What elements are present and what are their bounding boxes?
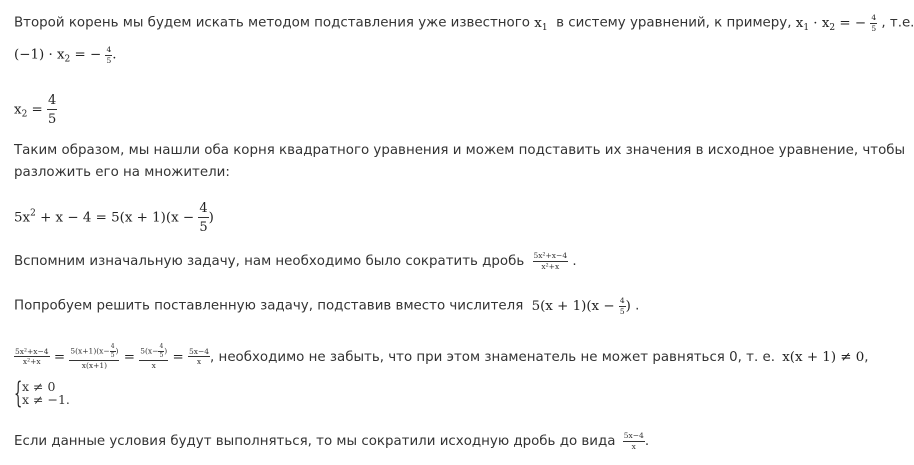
paragraph-text: , необходимо не забыть, что при этом знаменатель не может равняться 0, т. е.: [210, 349, 775, 365]
paragraph-second-root-intro: [14, 13, 914, 33]
paragraph-recall-task: Вспомним изначальную задачу, нам необходимо было сократить дробь $\frac{\text{5x²+x−4}}{\text{x²+x}}$ .: [14, 251, 577, 271]
conditions-system: { x ≠ 0 x ≠ −1.: [14, 376, 70, 410]
fraction-result: $\frac{5x-4}{x}$: [188, 346, 210, 367]
math-numerator-factored: 5(x + 1)(x − $\frac{4}{5}$ ): [531, 296, 631, 316]
equation-fraction-chain: $\frac{\text{5x²+x−4}}{\text{x²+x}}$ = 5(x+1)(x− $\frac{4}{5}$ ) x(x+1) = 5(x− $\frac{4}{5}$ ) x = $\frac{5x-4}{x}$ , необходимо не забыть, что при этом знаменатель не может равняться 0, т. е. x(x + 1) ≠ 0,: [15, 343, 869, 370]
fraction-reduced: 5(x− $\frac{4}{5}$ ) x: [140, 343, 168, 370]
fraction-four-fifths: $\frac{4}{5}$: [619, 296, 625, 316]
fraction-four-fifths: $\frac{4}{5}$: [871, 13, 877, 33]
equation-minus-one-x2: $(-1) \cdot x_2$ = − $\frac{4}{5}$ .: [14, 45, 117, 65]
condition-x-not-zero: x ≠ 0: [22, 379, 56, 394]
paragraph-text: в систему уравнений, к примеру,: [556, 15, 792, 31]
math-product: $x_1 \cdot x_2$ = − $\frac{4}{5}$: [795, 13, 877, 33]
equation-x2-result: $x_2$ = $\frac{4}{5}$: [14, 93, 57, 127]
fraction-result: $\frac{5x-4}{x}$: [623, 431, 644, 451]
fraction-four-fifths: $\frac{4}{5}$: [48, 93, 57, 127]
fraction-original: $\frac{\text{5x²+x−4}}{\text{x²+x}}$: [533, 251, 568, 271]
fraction-original: $\frac{\text{5x²+x−4}}{\text{x²+x}}$: [15, 346, 49, 367]
paragraph-try-solve: Попробуем решить поставленную задачу, подставив вместо числителя 5(x + 1)(x − $\frac{4}{5}$ ) .: [14, 296, 640, 316]
paragraph-conclusion: Если данные условия будут выполняться, то мы сократили исходную дробь до вида $\frac{5x-4}{x}$ .: [14, 431, 650, 451]
fraction-four-fifths: $\frac{4}{5}$: [199, 201, 208, 235]
fraction-four-fifths: $\frac{4}{5}$: [106, 45, 112, 65]
brace-symbol: {: [14, 376, 23, 410]
equals-sign: =: [123, 349, 135, 365]
paragraph-text: Второй корень мы будем искать методом подставления уже известного: [14, 15, 530, 31]
paragraph-both-roots-line1: Таким образом, мы нашли оба корня квадратного уравнения и можем подставить их значения в исходное уравнение, чтобы: [14, 143, 906, 158]
math-condition: x(x + 1) ≠ 0: [782, 349, 865, 365]
equation-factorization: $5x^2 + x - 4 = 5(x + 1)(x$ − $\frac{4}{5}$ ): [14, 201, 214, 235]
condition-x-not-minus-one: x ≠ −1: [22, 392, 66, 407]
math-x1: $x_1$: [534, 15, 548, 33]
equals-sign: =: [172, 349, 184, 365]
equals-sign: =: [53, 349, 66, 365]
paragraph-both-roots-line2: разложить его на множители:: [14, 165, 230, 180]
fraction-factored: 5(x+1)(x− $\frac{4}{5}$ ) x(x+1): [70, 343, 119, 370]
paragraph-text: , т.е.: [881, 15, 914, 31]
